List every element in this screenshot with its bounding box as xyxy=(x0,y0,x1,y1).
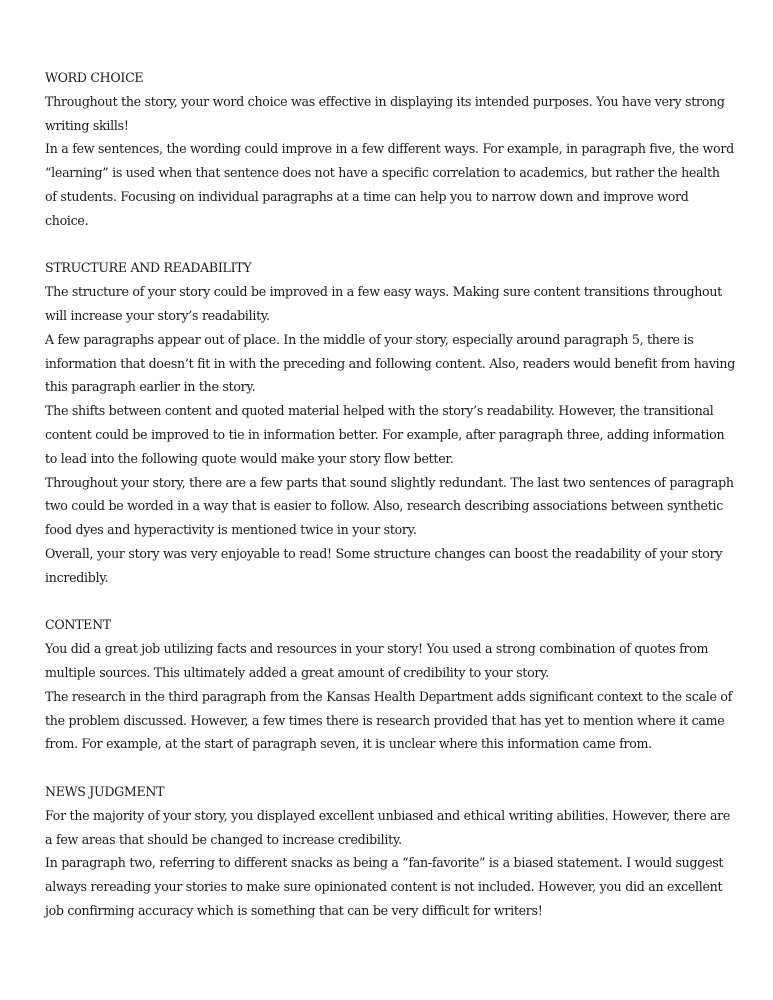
section-heading: NEWS JUDGMENT xyxy=(45,783,165,799)
paragraph: In a few sentences, the wording could improve in a few different ways. For example, in paragraph five, the word “learning” is used when that sentence does not have a specific correlation to academics, but rather the health of students. Focusing on individual paragraphs at a time can help you to narrow down and improve word choice. xyxy=(45,141,734,228)
section-word-choice xyxy=(45,66,735,233)
paragraph: A few paragraphs appear out of place. In the middle of your story, especially around paragraph 5, there is information that doesn’t fit in with the preceding and following content. Also, readers would benefit from having this paragraph earlier in the story. xyxy=(45,331,735,395)
feedback-document xyxy=(45,66,735,946)
paragraph: The research in the third paragraph from the Kansas Health Department adds significant context to the scale of the problem discussed. However, a few times there is research provided that has yet to mention where it came from. For example, at the start of paragraph seven, it is unclear where this information came from. xyxy=(45,688,733,752)
paragraph: Throughout your story, there are a few parts that sound slightly redundant. The last two sentences of paragraph two could be worded in a way that is easier to follow. Also, research describing associations between synthetic food dyes and hyperactivity is mentioned twice in your story. xyxy=(45,474,734,538)
section-content xyxy=(45,613,735,756)
section-heading: STRUCTURE AND READABILITY xyxy=(45,260,252,276)
section-news-judgment xyxy=(45,780,735,923)
paragraph: Overall, your story was very enjoyable to read! Some structure changes can boost the readability of your story incredibly. xyxy=(45,545,723,585)
section-heading: CONTENT xyxy=(45,617,111,633)
section-structure-and-readability xyxy=(45,256,735,589)
paragraph: In paragraph two, referring to different snacks as being a “fan-favorite” is a biased statement. I would suggest always rereading your stories to make sure opinionated content is not included. However, you did an excellent job confirming accuracy which is something that can be very difficult for writers! xyxy=(45,855,724,918)
paragraph: Throughout the story, your word choice was effective in displaying its intended purposes. You have very strong writing skills! xyxy=(45,93,725,133)
paragraph: The structure of your story could be improved in a few easy ways. Making sure content transitions throughout will increase your story’s readability. xyxy=(45,284,722,323)
section-heading: WORD CHOICE xyxy=(45,70,144,85)
paragraph: For the majority of your story, you displayed excellent unbiased and ethical writing abilities. However, there are a few areas that should be changed to increase credibility. xyxy=(45,807,731,847)
paragraph: The shifts between content and quoted material helped with the story’s readability. However, the transitional content could be improved to tie in information better. For example, after paragraph three, adding information to lead into the following quote would make your story flow better. xyxy=(45,403,725,466)
paragraph: You did a great job utilizing facts and resources in your story! You used a strong combination of quotes from multiple sources. This ultimately added a great amount of credibility to your story. xyxy=(45,641,709,680)
